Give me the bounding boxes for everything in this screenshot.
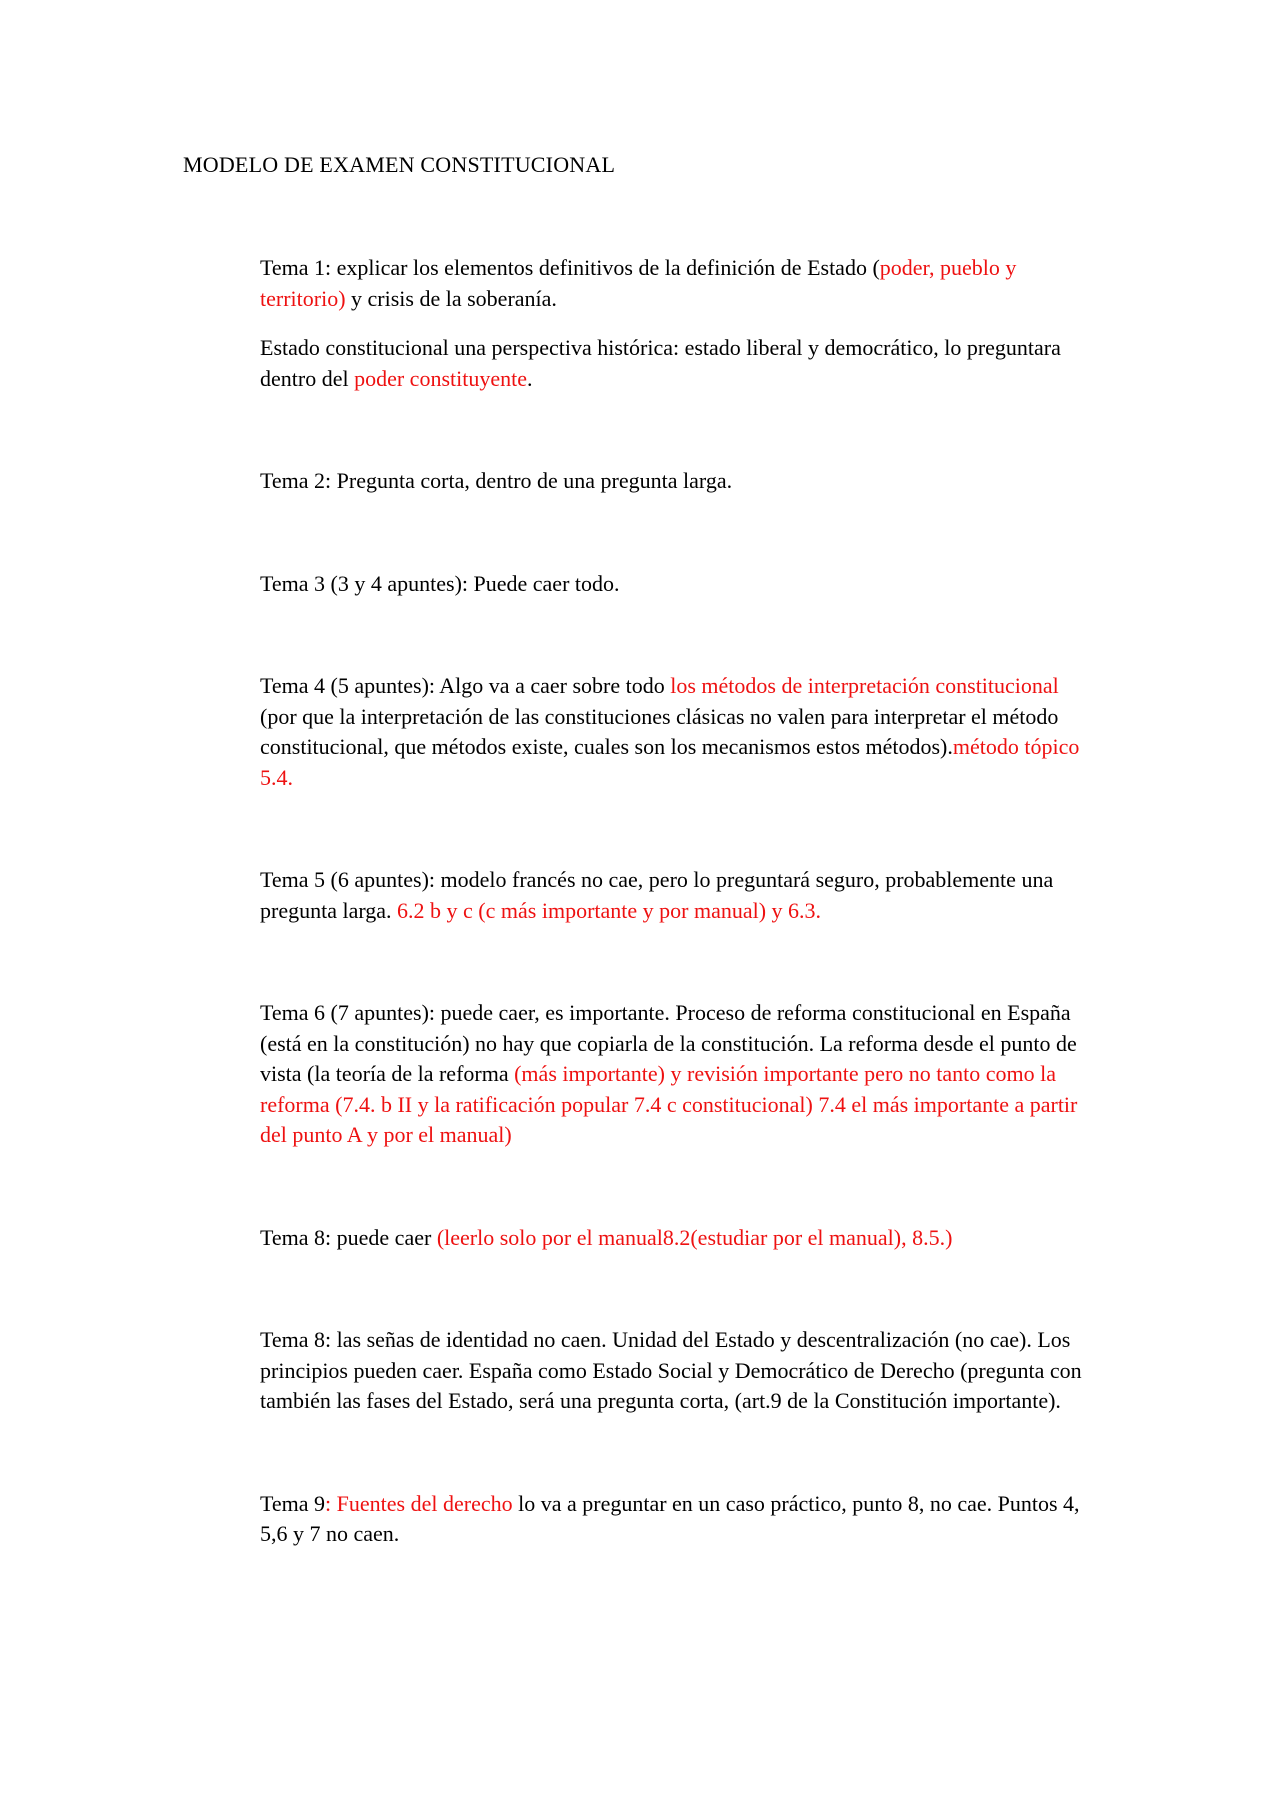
text-segment: .: [527, 365, 533, 391]
text-segment: Tema 2: Pregunta corta, dentro de una pregunta larga.: [260, 468, 733, 493]
highlighted-text: los métodos de interpretación constitucional: [670, 673, 1059, 698]
text-segment: Estado constitucional una perspectiva histórica: estado liberal y democrático, lo preguntara dentro del: [260, 335, 1061, 391]
highlighted-text: poder constituyente: [354, 365, 527, 391]
highlighted-text: (más importante) y revisión importante pero no tanto como la reforma (7.4. b II y la ratificación popular 7.4 c constitucional) 7.4 el más importante a partir del punto A y por el manual): [260, 1061, 1078, 1147]
paragraph: [260, 333, 1094, 394]
text-segment: Tema 9: [260, 1490, 326, 1516]
paragraph: [260, 569, 1094, 600]
paragraph: [260, 1325, 1094, 1417]
text-segment: (por que la interpretación de las constituciones clásicas no valen para interpretar el método constitucional, que métodos existe, cuales son los mecanismos estos métodos).: [260, 703, 1059, 759]
text-segment: Tema 8: las señas de identidad no caen. Unidad del Estado y descentralización (no cae). Los principios pueden caer. España como Estado Social y Democrático de Derecho (pregunta con también las fases del Estado, será una pregunta corta, (art.9 de la Constitución importante).: [260, 1327, 1082, 1413]
text-segment: Tema 8: puede caer: [260, 1224, 437, 1250]
text-segment: Tema 4 (5 apuntes): Algo va a caer sobre todo: [260, 673, 671, 698]
highlighted-text: 6.2 b y c (c más importante y por manual) y 6.3.: [397, 897, 822, 923]
text-segment: lo va a preguntar en un caso práctico, punto 8, no cae. Puntos 4, 5,6 y 7 no caen.: [260, 1490, 1080, 1546]
text-segment: Tema 1: explicar los elementos definitivos de la definición de Estado (: [260, 255, 880, 280]
highlighted-text: : Fuentes del derecho: [325, 1490, 513, 1516]
text-segment: Tema 6 (7 apuntes): puede caer, es importante. Proceso de reforma constitucional en España (está en la constitución) no hay que copiarla de la constitución. La reforma desde el punto de vista (la teoría de la reforma: [260, 1000, 1077, 1086]
paragraph: [260, 671, 1094, 793]
paragraph: [260, 1223, 1094, 1254]
highlighted-text: poder, pueblo y territorio): [260, 255, 1017, 311]
paragraph: [260, 466, 1094, 497]
document-title: MODELO DE EXAMEN CONSTITUCIONAL: [183, 152, 616, 177]
text-segment: Tema 3 (3 y 4 apuntes): Puede caer todo.: [260, 570, 620, 596]
paragraph: [260, 253, 1094, 314]
highlighted-text: método tópico 5.4.: [260, 734, 1080, 790]
text-segment: y crisis de la soberanía.: [345, 285, 557, 311]
paragraph: [260, 865, 1094, 926]
highlighted-text: (leerlo solo por el manual8.2(estudiar por el manual), 8.5.): [436, 1224, 953, 1250]
document-body: [260, 253, 1094, 1550]
paragraph: [260, 1489, 1094, 1550]
paragraph: [260, 998, 1094, 1151]
text-segment: Tema 5 (6 apuntes): modelo francés no cae, pero lo preguntará seguro, probablemente una pregunta larga.: [260, 867, 1054, 923]
